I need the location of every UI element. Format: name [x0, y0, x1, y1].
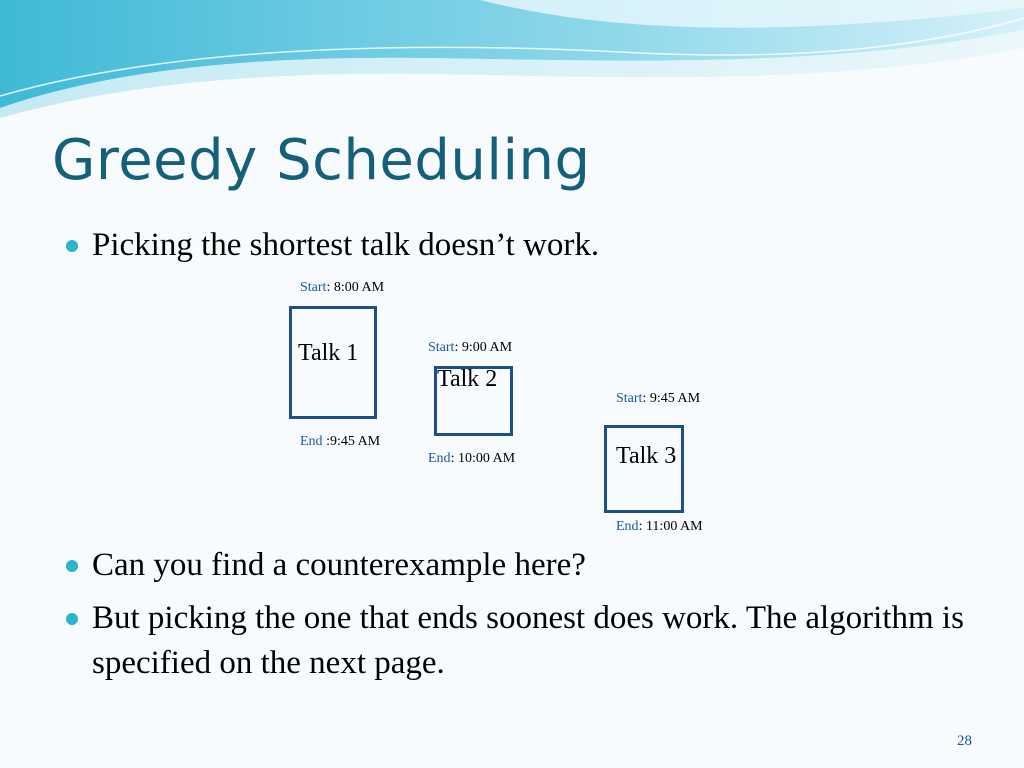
page-number: 28 [957, 733, 972, 749]
bullet-item [62, 596, 972, 686]
talk-2-start: Start: 9:00 AM [428, 340, 513, 355]
bullet-dot-icon [66, 240, 78, 252]
talk-2-end: End: 10:00 AM [428, 451, 516, 466]
bullet-text: Picking the shortest talk doesn’t work. [92, 227, 600, 263]
talk-1-start: Start: 8:00 AM [300, 280, 385, 295]
talk-3-label: Talk 3 [616, 443, 677, 469]
slide-title: Greedy Scheduling [52, 128, 591, 193]
bullet-text: Can you find a counterexample here? [92, 547, 586, 583]
talk-2-label: Talk 2 [437, 366, 498, 392]
bullet-item [62, 543, 992, 588]
talk-3-start: Start: 9:45 AM [616, 391, 701, 406]
header-wave-decoration [0, 0, 1024, 120]
bullet-text: But picking the one that ends soonest does work. The algorithm is specified on the next page. [92, 600, 964, 681]
bullet-dot-icon [66, 560, 78, 572]
talk-3-end: End: 11:00 AM [616, 519, 703, 534]
bullet-item [62, 223, 992, 268]
bullet-dot-icon [66, 613, 78, 625]
talk-1-label: Talk 1 [298, 340, 359, 366]
talk-1-end: End :9:45 AM [300, 434, 381, 449]
